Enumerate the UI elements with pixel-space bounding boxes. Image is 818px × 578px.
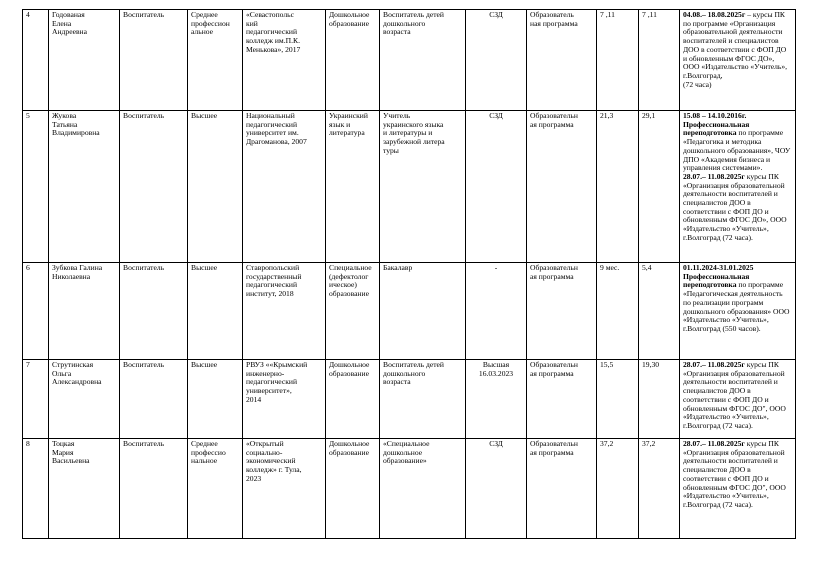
employee-name: Струтинская Ольга Александровна	[49, 360, 120, 439]
program-cell: Образовательн ая программа	[527, 360, 597, 439]
row-number: 5	[23, 111, 49, 263]
institution-cell: РВУЗ ««Крымский инженерно- педагогический университет», 2014	[243, 360, 326, 439]
institution-cell: «Открытый социально- экономический колледж» г. Тула, 2023	[243, 439, 326, 539]
table-row	[23, 111, 796, 263]
category-cell: Высшая 16.03.2023	[466, 360, 527, 439]
program-cell: Образовательн ая программа	[527, 111, 597, 263]
courses-dates: 28.07.– 11.08.2025г	[683, 439, 745, 448]
pedagogical-experience: 29,1	[639, 111, 680, 263]
category-cell: СЗД	[466, 439, 527, 539]
courses-description: – курсы ПК по программе «Организация образовательной деятельности воспитателей и специалистов ДОО в соответствии с ФОП ДО и обновленным ФГОС ДО», ООО «Издательство «Учитель», г.Волгоград, (72 часа)	[683, 10, 788, 89]
row-number: 8	[23, 439, 49, 539]
table-row	[23, 439, 796, 539]
direction-cell: Дошкольное образование	[326, 10, 380, 111]
qualification-cell: Учитель украинского языка и литературы и зарубежной литера туры	[380, 111, 466, 263]
position-cell: Воспитатель	[120, 263, 188, 360]
education-level: Среднее профессио нальное	[188, 439, 243, 539]
courses-dates: 15.08 – 14.10.2016г. Профессиональная переподготовка	[683, 111, 750, 138]
education-level: Высшее	[188, 111, 243, 263]
courses-cell	[680, 439, 796, 539]
courses-dates-2: 28.07.– 11.08.2025г	[683, 171, 745, 181]
employee-name: Зубкова Галина Николаевна	[49, 263, 120, 360]
qualification-cell: Воспитатель детей дошкольного возраста	[380, 360, 466, 439]
program-cell: Образователь ная программа	[527, 10, 597, 111]
courses-description: по программе «Педагогическая деятельность по реализации программ дошкольного образования» ООО «Издательство «Учитель», г.Волгоград (550 часов).	[683, 280, 790, 333]
total-experience: 37,2	[597, 439, 639, 539]
courses-description-2: курсы ПК «Организация образовательной деятельности воспитателей и специалистов ДОО в соответствии с ФОП ДО и обновленным ФГОС ДО», ООО «Издательство «Учитель», г.Волгоград (72 часа).	[683, 171, 787, 242]
table-row	[23, 263, 796, 360]
pedagogical-experience: 19,30	[639, 360, 680, 439]
courses-description: курсы ПК «Организация образовательной деятельности воспитателей и специалистов ДОО в соответствии с ФОП ДО и обновленным ФГОС ДО", ООО «Издательство «Учитель», г.Волгоград (72 часа).	[683, 439, 786, 509]
education-level: Высшее	[188, 360, 243, 439]
program-cell: Образовательн ая программа	[527, 263, 597, 360]
qualification-cell: Бакалавр	[380, 263, 466, 360]
row-number: 4	[23, 10, 49, 111]
pedagogical-experience: 5,4	[639, 263, 680, 360]
program-cell: Образовательн ая программа	[527, 439, 597, 539]
courses-cell	[680, 263, 796, 360]
row-number: 7	[23, 360, 49, 439]
qualification-cell: «Специальное дошкольное образование»	[380, 439, 466, 539]
qualification-cell: Воспитатель детей дошкольного возраста	[380, 10, 466, 111]
courses-dates: 04.08.– 18.08.2025г	[683, 10, 746, 19]
courses-dates: 28.07.– 11.08.2025г	[683, 360, 745, 369]
category-cell: СЗД	[466, 111, 527, 263]
education-level: Высшее	[188, 263, 243, 360]
employee-name: Тоцкая Мария Васильевна	[49, 439, 120, 539]
direction-cell: Дошкольное образование	[326, 439, 380, 539]
institution-cell: Ставропольский государственный педагогический институт, 2018	[243, 263, 326, 360]
courses-dates: 01.11.2024-31.01.2025 Профессиональная переподготовка	[683, 263, 754, 290]
table-row	[23, 360, 796, 439]
courses-description: по программе «Педагогика и методика дошкольного образования», ЧОУ ДПО «Академия бизнеса и управления системами».	[683, 128, 791, 173]
total-experience: 21,3	[597, 111, 639, 263]
position-cell: Воспитатель	[120, 10, 188, 111]
courses-description: курсы ПК «Организация образовательной деятельности воспитателей и специалистов ДОО в соответствии с ФОП ДО и обновленным ФГОС ДО", ООО «Издательство «Учитель», г.Волгоград (72 часа).	[683, 360, 786, 430]
pedagogical-experience: 7 ,11	[639, 10, 680, 111]
table-row	[23, 10, 796, 111]
row-number: 6	[23, 263, 49, 360]
category-cell: -	[466, 263, 527, 360]
pedagogical-experience: 37,2	[639, 439, 680, 539]
direction-cell: Украинский язык и литература	[326, 111, 380, 263]
institution-cell: Национальный педагогический университет им. Драгоманова, 2007	[243, 111, 326, 263]
direction-cell: Дошкольное образование	[326, 360, 380, 439]
employee-name: Годованая Елена Андреевна	[49, 10, 120, 111]
total-experience: 15,5	[597, 360, 639, 439]
position-cell: Воспитатель	[120, 360, 188, 439]
courses-cell	[680, 10, 796, 111]
courses-cell	[680, 360, 796, 439]
position-cell: Воспитатель	[120, 439, 188, 539]
total-experience: 9 мес.	[597, 263, 639, 360]
total-experience: 7 ,11	[597, 10, 639, 111]
category-cell: СЗД	[466, 10, 527, 111]
staff-table	[22, 9, 796, 539]
courses-cell	[680, 111, 796, 263]
position-cell: Воспитатель	[120, 111, 188, 263]
education-level: Среднее профессион альное	[188, 10, 243, 111]
institution-cell: «Севастопольс кий педагогический колледж им.П.К. Менькова», 2017	[243, 10, 326, 111]
direction-cell: Специальное (дефектолог ическое) образование	[326, 263, 380, 360]
employee-name: Жукова Татьяна Владимировна	[49, 111, 120, 263]
